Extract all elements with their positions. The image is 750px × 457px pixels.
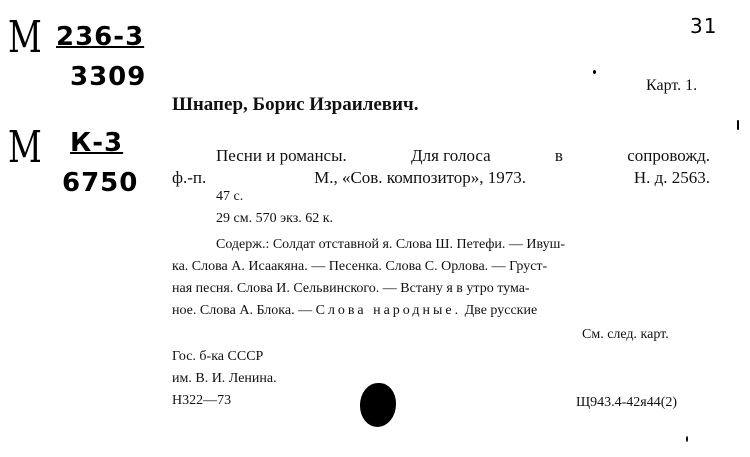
ink-speck [686,436,688,442]
title-part: Для голоса [411,146,491,165]
pages: 47 с. [216,189,244,204]
title-part: в [554,146,563,165]
ink-blot [360,383,396,427]
physical-description: 29 см. 570 экз. 62 к. [216,211,334,226]
title-part: ф.-п. [172,168,207,187]
contents-line: ка. Слова А. Исаакяна. — Песенка. Слова С. Орлова. — Груст- [172,259,548,274]
title-part: Н. д. 2563. [633,168,710,187]
library-name: Гос. б-ка СССР [172,349,264,364]
contents-line-last [172,302,537,320]
contents-text: Две русские [461,303,538,318]
continued-note: См. след. карт. [582,327,669,342]
shelfmark-code-2-top: К-3 [70,128,124,158]
contents-spaced-text: Слова народные. [315,303,462,318]
corner-number: 31 [690,14,718,38]
title-line-1 [216,146,710,166]
contents-text: ное. Слова А. Блока. — [172,303,316,318]
shelfmark-code-1-bottom: 3309 [70,62,147,92]
library-name: им. В. И. Ленина. [172,371,277,386]
shelfmark-code-2-bottom: 6750 [62,168,139,198]
title-part: Песни и романсы. [216,146,347,165]
author-heading: Шнапер, Борис Израилевич. [172,94,419,115]
card-label: Карт. 1. [646,77,698,94]
shelfmark-letter-1: М [8,12,43,63]
title-line-2 [172,168,710,188]
title-part: М., «Сов. композитор», 1973. [314,168,527,187]
shelfmark-letter-2: М [8,122,43,173]
ink-speck [593,70,596,74]
record-number: Н322—73 [172,393,232,408]
classification-index: Щ943.4-42я44(2) [576,395,678,410]
title-part: сопровожд. [627,146,710,165]
contents-line: Содерж.: Солдат отставной я. Слова Ш. Петефи. — Ивуш- [216,237,566,252]
contents-line: ная песня. Слова И. Сельвинского. — Встану я в утро тума- [172,281,530,296]
shelfmark-code-1-top: 236-3 [56,22,145,52]
ink-speck [737,120,739,130]
